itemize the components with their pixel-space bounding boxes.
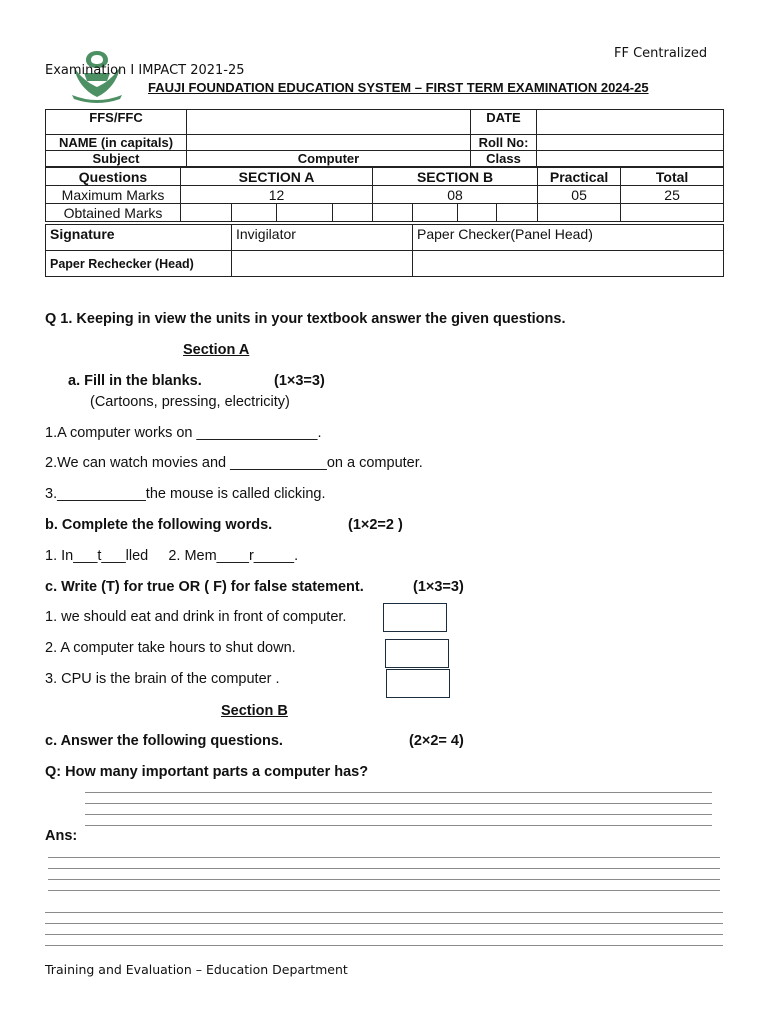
complete-words-marks: (1×2=2 ) xyxy=(348,517,403,533)
obtained-cell[interactable] xyxy=(497,204,538,222)
complete-words-items: 1. In___t___lled 2. Mem____r_____. xyxy=(45,548,299,564)
blank-question-3: 3.___________the mouse is called clicking. xyxy=(45,486,326,502)
footer-text: Training and Evaluation – Education Department xyxy=(45,962,348,977)
q1-title: Q 1. Keeping in view the units in your textbook answer the given questions. xyxy=(45,311,566,327)
answer-questions-heading: c. Answer the following questions. xyxy=(45,733,283,749)
section-a-header: SECTION A xyxy=(181,168,373,186)
writing-line xyxy=(48,868,720,869)
writing-line xyxy=(85,792,712,793)
name-field[interactable] xyxy=(187,135,471,151)
signature-label: Signature xyxy=(46,225,232,251)
fill-blanks-options: (Cartoons, pressing, electricity) xyxy=(90,394,290,410)
marks-table xyxy=(45,167,724,222)
date-label: DATE xyxy=(471,110,537,135)
tf-statement-1: 1. we should eat and drink in front of computer. xyxy=(45,609,347,625)
true-false-marks: (1×3=3) xyxy=(413,579,464,595)
tf-answer-box-2[interactable] xyxy=(385,639,449,668)
top-right-label: FF Centralized xyxy=(614,46,708,61)
rechecker-sign-field[interactable] xyxy=(232,251,413,277)
ffs-label: FFS/FFC xyxy=(46,110,187,135)
checker-label: Paper Checker(Panel Head) xyxy=(413,225,724,251)
obtained-cell[interactable] xyxy=(458,204,497,222)
max-total: 25 xyxy=(621,186,724,204)
section-b-heading: Section B xyxy=(221,703,288,719)
tf-statement-2: 2. A computer take hours to shut down. xyxy=(45,640,296,656)
info-table xyxy=(45,109,724,167)
checker-sign-field[interactable] xyxy=(413,251,724,277)
writing-line xyxy=(45,923,723,924)
practical-header: Practical xyxy=(538,168,621,186)
obtained-cell[interactable] xyxy=(181,204,232,222)
total-header: Total xyxy=(621,168,724,186)
writing-line xyxy=(85,825,712,826)
ffs-field[interactable] xyxy=(187,110,471,135)
answer-label: Ans: xyxy=(45,828,78,844)
section-b-header: SECTION B xyxy=(373,168,538,186)
date-field[interactable] xyxy=(537,110,724,135)
obtained-cell[interactable] xyxy=(277,204,333,222)
roll-field[interactable] xyxy=(537,135,724,151)
writing-line xyxy=(48,857,720,858)
questions-header: Questions xyxy=(46,168,181,186)
tf-answer-box-1[interactable] xyxy=(383,603,447,632)
writing-line xyxy=(85,803,712,804)
answer-questions-marks: (2×2= 4) xyxy=(409,733,464,749)
complete-words-heading: b. Complete the following words. xyxy=(45,517,273,533)
exam-title: FAUJI FOUNDATION EDUCATION SYSTEM – FIRST TERM EXAMINATION 2024-25 xyxy=(148,80,649,95)
fill-blanks-marks: (1×3=3) xyxy=(274,373,325,389)
obtained-cell[interactable] xyxy=(413,204,458,222)
signature-table xyxy=(45,224,724,277)
section-a-heading: Section A xyxy=(183,342,250,358)
subject-value: Computer xyxy=(187,151,471,167)
obtained-cell[interactable] xyxy=(621,204,724,222)
exam-line: Examination I IMPACT 2021-25 xyxy=(45,63,245,78)
tf-statement-3: 3. CPU is the brain of the computer . xyxy=(45,671,280,687)
obtained-cell[interactable] xyxy=(333,204,373,222)
invigilator-label: Invigilator xyxy=(232,225,413,251)
obtained-cell[interactable] xyxy=(232,204,277,222)
obtained-marks-label: Obtained Marks xyxy=(46,204,181,222)
max-a: 12 xyxy=(181,186,373,204)
class-field[interactable] xyxy=(537,151,724,167)
question-text: Q: How many important parts a computer has? xyxy=(45,764,369,780)
blank-question-1: 1.A computer works on _______________. xyxy=(45,425,322,441)
max-practical: 05 xyxy=(538,186,621,204)
obtained-cell[interactable] xyxy=(373,204,413,222)
writing-line xyxy=(45,945,723,946)
fill-blanks-heading: a. Fill in the blanks. xyxy=(68,373,202,389)
blank-question-2: 2.We can watch movies and ____________on a computer. xyxy=(45,455,423,471)
writing-line xyxy=(85,814,712,815)
tf-answer-box-3[interactable] xyxy=(386,669,450,698)
roll-label: Roll No: xyxy=(471,135,537,151)
writing-line xyxy=(45,934,723,935)
class-label: Class xyxy=(471,151,537,167)
obtained-cell[interactable] xyxy=(538,204,621,222)
max-marks-label: Maximum Marks xyxy=(46,186,181,204)
true-false-heading: c. Write (T) for true OR ( F) for false statement. xyxy=(45,579,364,595)
writing-line xyxy=(48,879,720,880)
name-label: NAME (in capitals) xyxy=(46,135,187,151)
rechecker-label: Paper Rechecker (Head) xyxy=(46,251,232,277)
writing-line xyxy=(45,912,723,913)
writing-line xyxy=(48,890,720,891)
max-b: 08 xyxy=(373,186,538,204)
subject-label: Subject xyxy=(46,151,187,167)
